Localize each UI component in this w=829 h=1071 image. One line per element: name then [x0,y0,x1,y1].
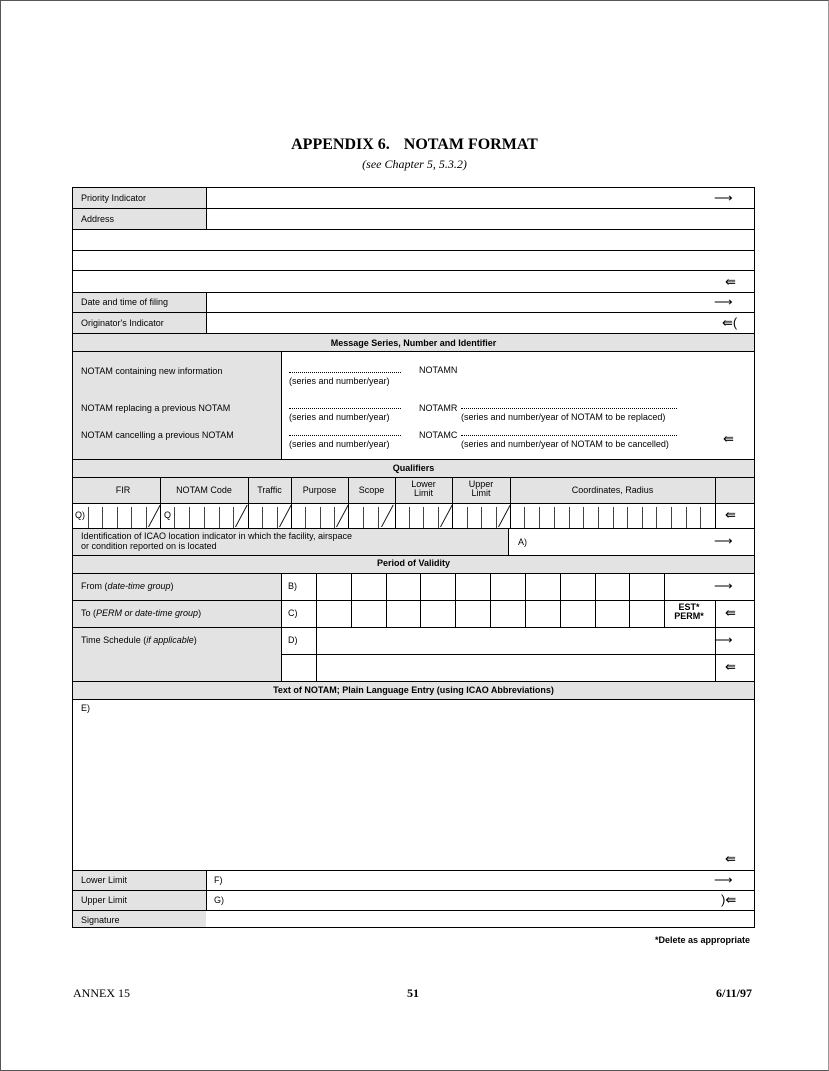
qualifier-cell-divider [146,507,147,528]
q-prefix: Q) [75,510,85,520]
notamr-label: NOTAMR [419,403,458,413]
series-header: Message Series, Number and Identifier [330,338,497,348]
page-subtitle: (see Chapter 5, 5.3.2) [362,157,467,171]
qualifier-cell-divider [233,507,234,528]
notamn-label: NOTAMN [419,365,458,375]
purpose-header: Purpose [302,485,337,495]
qualifier-cell-divider [700,507,701,528]
fir-header: FIR [115,485,131,495]
qualifier-cell-divider [598,507,599,528]
qualifier-cell-divider [627,507,628,528]
series-hint: (series and number/year) [289,412,390,422]
qualifier-cell-divider [117,507,118,528]
qualifier-cell-divider [467,507,468,528]
end-arrow-icon: ⇚ [725,659,736,674]
from-label: From (date-time group) [81,581,174,591]
a-field-label: A) [518,537,527,547]
qualifier-cell-divider [583,507,584,528]
qualifier-cell-divider [613,507,614,528]
text-header: Text of NOTAM; Plain Language Entry (using ICAO Abbreviations) [273,685,554,695]
qualifier-cell-divider [189,507,190,528]
end-paren-icon: ⇚( [722,315,738,330]
footer-page-number: 51 [407,986,419,1000]
qualifier-cell-divider [219,507,220,528]
d-field-label: D) [288,635,298,645]
new-info-label: NOTAM containing new information [81,366,223,376]
originator-label: Originator's Indicator [81,318,164,328]
qualifier-slash [235,505,248,527]
arrow-right-icon: ⟶ [714,190,733,205]
traffic-header: Traffic [257,485,282,495]
qualifier-cell-divider [686,507,687,528]
priority-indicator-label: Priority Indicator [81,193,147,203]
qualifier-cell-divider [262,507,263,528]
g-field-label: G) [214,895,224,905]
end-arrow-icon: ⇚ [725,851,736,866]
qualifier-cell-divider [438,507,439,528]
signature-label: Signature [81,915,120,925]
lower-limit-header: Lower Limit [411,479,436,498]
coordinates-header: Coordinates, Radius [571,485,654,495]
qualifier-cell-divider [671,507,672,528]
qualifier-cell-divider [554,507,555,528]
qualifier-cell-divider [102,507,103,528]
qualifier-cell-divider [642,507,643,528]
est-perm-label: EST* PERM* [674,602,704,621]
date-time-label: Date and time of filing [81,297,169,307]
qualifier-cell-divider [305,507,306,528]
qualifier-cell-divider [320,507,321,528]
qualifier-cell-divider [539,507,540,528]
qualifier-cell-divider [569,507,570,528]
c-field-label: C) [288,608,298,618]
cancelling-label: NOTAM cancelling a previous NOTAM [81,430,234,440]
lower-limit-label: Lower Limit [81,875,128,885]
footer-annex: ANNEX 15 [73,986,130,1000]
arrow-right-icon: ⟶ [714,533,733,548]
qualifier-cell-divider [131,507,132,528]
paren-end-icon: )⇚ [721,892,737,907]
qualifier-cell-divider [423,507,424,528]
f-field-label: F) [214,875,223,885]
qualifier-cell-divider [204,507,205,528]
qualifier-slash [336,505,349,527]
icao-id-label-2: or condition reported on is located [81,541,217,551]
series-hint: (series and number/year) [289,439,390,449]
qualifier-slash [498,505,511,527]
upper-limit-header: Upper Limit [468,479,494,498]
validity-header: Period of Validity [376,558,450,568]
qualifier-cell-divider [481,507,482,528]
to-label: To (PERM or date-time group) [81,608,202,618]
address-label: Address [81,214,115,224]
notam-code-header: NOTAM Code [176,485,232,495]
qualifier-cell-divider [656,507,657,528]
footer-date: 6/11/97 [716,986,753,1000]
upper-limit-label: Upper Limit [81,895,128,905]
end-arrow-icon: ⇚ [725,507,736,522]
qualifiers-header: Qualifiers [392,463,435,473]
series-hint: (series and number/year) [289,376,390,386]
icao-id-label-1: Identification of ICAO location indicator in which the facility, airspace [81,531,352,541]
notamc-label: NOTAMC [419,430,458,440]
qualifier-slash [440,505,453,527]
qualifier-cell-divider [378,507,379,528]
end-arrow-icon: ⇚ [725,274,736,289]
notam-form [72,187,755,928]
replaced-hint: (series and number/year of NOTAM to be replaced) [461,412,666,422]
qualifier-cell-divider [363,507,364,528]
arrow-right-icon: ⟶ [714,294,733,309]
qualifier-cell-divider [409,507,410,528]
replacing-label: NOTAM replacing a previous NOTAM [81,403,231,413]
end-arrow-icon: ⇚ [725,605,736,620]
end-arrow-icon: ⇚ [723,431,734,446]
page-title: APPENDIX 6. NOTAM FORMAT [291,136,538,153]
qualifier-cell-divider [174,507,175,528]
arrow-right-icon: ⟶ [714,578,733,593]
scope-header: Scope [358,485,385,495]
e-field-label: E) [81,703,90,713]
schedule-label: Time Schedule (if applicable) [81,635,197,645]
cancelled-hint: (series and number/year of NOTAM to be cancelled) [461,439,669,449]
qualifier-cell-divider [496,507,497,528]
qualifier-slash [381,505,394,527]
b-field-label: B) [288,581,297,591]
arrow-right-icon: ⟶ [714,872,733,887]
delete-note: *Delete as appropriate [655,935,751,945]
qualifier-cell-divider [277,507,278,528]
qualifier-slash [279,505,292,527]
arrow-right-icon: ⟶ [714,632,733,647]
qualifier-cell-divider [88,507,89,528]
qualifier-cell-divider [334,507,335,528]
qualifier-slash [148,505,161,527]
qualifier-cell-divider [524,507,525,528]
q-letter: Q [164,510,172,520]
